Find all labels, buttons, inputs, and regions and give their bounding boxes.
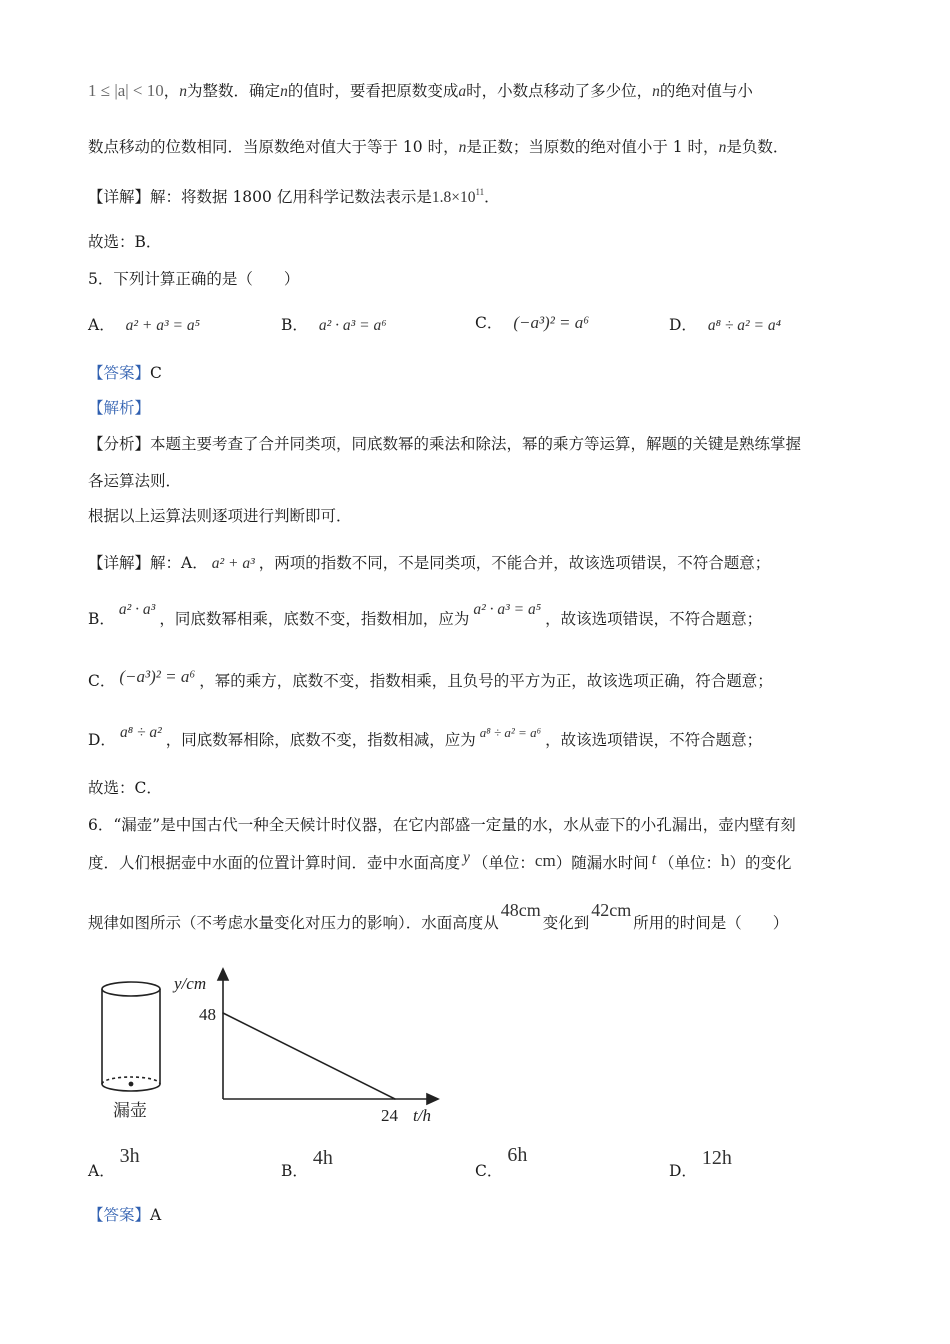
option-letter: D． [669,1162,697,1180]
option-formula: (−a³)² = a⁶ [513,313,590,332]
var-n: n [652,83,660,100]
text: ，同底数幂相除，底数不变，指数相减，应为 [165,731,476,749]
text: ）的变化 [729,854,792,872]
text: ，幂的乘方，底数不变，指数相乘，且负号的平方为正，故该选项正确，符合题意； [199,672,773,690]
vessel-top [102,982,160,996]
text: ，同底数幂相乘，底数不变，指数相加，应为 [159,610,470,628]
q5-choice: 故选：C． [88,779,162,797]
text: 解：将数据 1800 亿用科学记数法表示是 [150,188,432,206]
scientific-notation: 1.8×10 [431,189,476,206]
text: 是正数；当原数的绝对值小于 1 时， [466,138,719,156]
formula: a² · a³ [118,601,156,618]
q5-option-c [475,314,589,332]
text: 的绝对值与小 [659,82,753,100]
text: ，故该选项错误，不符合题意； [545,731,763,749]
vessel-hole [129,1082,132,1085]
q5-fenxi-line-3: 根据以上运算法则逐项进行判断即可． [88,507,352,525]
q5-detail-c [88,667,773,690]
q6-answer [88,1208,161,1224]
answer-tag: 【答案】 [88,364,151,382]
option-formula: a⁸ ÷ a² = a⁴ [707,317,782,334]
series-line-segment [223,1013,395,1099]
q5-option-b [281,318,387,334]
option-letter: A． [88,316,115,334]
value-42cm: 42cm [591,900,632,920]
formula: a⁸ ÷ a² = a⁶ [479,725,542,740]
abs-range-formula: 1 ≤ |a| < 10 [88,81,164,100]
text: C． [88,672,116,690]
q4-explanation-line-1 [88,82,753,100]
text: （单位： [659,854,722,872]
var-n: n [458,139,467,156]
text: B． [88,610,115,628]
q6-option-b [281,1147,333,1180]
q5-analysis-tag: 【解析】 [88,399,151,417]
option-letter: D． [669,316,697,334]
text: 是负数． [726,138,789,156]
var-n: n [280,83,288,100]
q4-choice: 故选：B． [88,233,162,251]
text: 度．人们根据壶中水面的位置计算时间．壶中水面高度 [88,854,461,872]
formula: a² + a³ [211,555,255,572]
q6-option-c [475,1144,528,1180]
fenxi-tag: 【分析】 [88,435,151,453]
answer-tag: 【答案】 [88,1206,151,1224]
text: 规律如图所示（不考虑水量变化对压力的影响）．水面高度从 [88,914,499,932]
q6-option-d [669,1147,732,1180]
q6-stem-line-2 [88,849,792,872]
q4-explanation-line-2 [88,140,788,156]
vessel-label: 漏壶 [113,1101,147,1120]
q5-fenxi-line-1 [88,437,801,453]
unit-h: h [721,851,730,870]
q4-detail [88,187,500,206]
text: 解：A． [150,554,208,572]
text: ，故该选项错误，不符合题意； [545,610,763,628]
y-axis-label: y/cm [174,974,207,993]
q5-stem: 5．下列计算正确的是（ ） [88,270,300,288]
value-48cm: 48cm [500,900,541,920]
q5-answer [88,366,162,382]
text: ）随漏水时间 [555,854,649,872]
q6-stem-line-1: 6．“漏壶”是中国古代一种全天候计时仪器，在它内部盛一定量的水，水从壶下的小孔漏出，壶内壁有刻 [88,816,796,834]
formula: a⁸ ÷ a² [119,724,162,741]
text: 所用的时间是（ ） [633,914,789,932]
option-letter: B． [281,316,308,334]
x-axis-arrow [427,1094,438,1104]
y-axis-arrow [218,969,228,980]
series-point [394,1098,396,1100]
var-t: t [651,851,657,868]
option-value: 4h [312,1147,333,1169]
text: 本题主要考查了合并同类项，同底数幂的乘法和除法，幂的乘方等运算，解题的关键是熟练掌握 [150,435,802,453]
exponent: 11 [475,187,485,197]
option-formula: a² + a³ = a⁵ [125,317,200,334]
option-letter: C． [475,1162,503,1180]
formula: (−a³)² = a⁶ [119,667,196,686]
detail-tag: 【详解】 [88,554,151,572]
option-letter: A． [88,1162,115,1180]
text: D． [88,731,116,749]
q5-detail-a [88,556,770,572]
graph-series [222,1012,396,1100]
option-value: 12h [701,1147,732,1169]
answer-value: A [150,1206,162,1224]
x-axis-label: t/h [413,1106,431,1125]
answer-value: C [150,364,162,382]
text: 的值时，要看把原数变成 [287,82,459,100]
option-formula: a² · a³ = a⁶ [318,317,387,334]
option-value: 6h [507,1144,528,1166]
option-value: 3h [119,1145,140,1167]
q6-figure [95,966,445,1126]
q5-option-d [669,318,781,334]
var-y: y [463,849,470,866]
text: 时，小数点移动了多少位， [466,82,653,100]
q5-detail-b [88,601,763,628]
unit-cm: cm [534,851,556,870]
text: 为整数．确定 [187,82,281,100]
text: ． [484,188,500,206]
series-point [222,1012,224,1014]
text: ，两项的指数不同，不是同类项，不能合并，故该选项错误，不符合题意； [258,554,771,572]
var-n: n [179,83,188,100]
text: 变化到 [542,914,590,932]
option-letter: B． [281,1162,308,1180]
q6-stem-line-3 [88,900,789,932]
option-letter: C． [475,314,503,332]
q6-option-a [88,1145,140,1180]
text: ， [163,82,180,100]
var-n: n [718,139,727,156]
y-tick-48: 48 [199,1005,216,1024]
text: （单位： [472,854,535,872]
text: 数点移动的位数相同．当原数绝对值大于等于 10 时， [88,138,459,156]
q5-option-a [88,318,200,334]
formula: a² · a³ = a⁵ [473,601,542,618]
vessel-drawing [102,982,160,1091]
graph-axes [218,969,438,1104]
x-tick-24: 24 [381,1106,398,1125]
var-a: a [458,83,467,100]
q5-fenxi-line-2: 各运算法则． [88,472,182,490]
detail-tag: 【详解】 [88,188,151,206]
